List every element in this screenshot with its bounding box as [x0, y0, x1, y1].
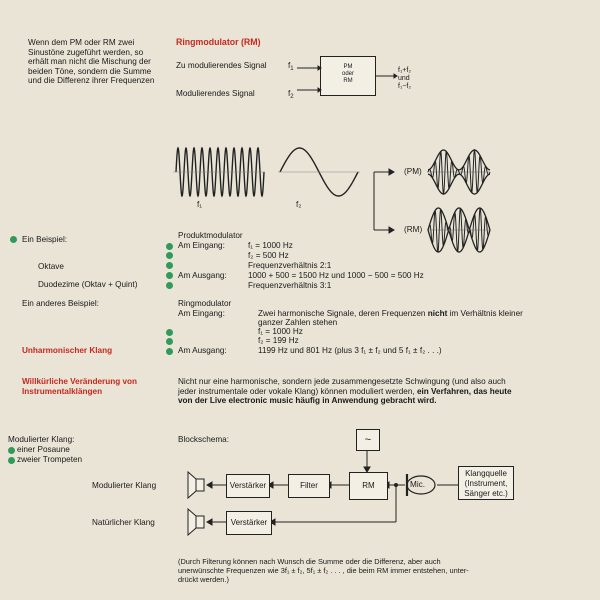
bullet-dot	[166, 262, 173, 269]
rm-box-line: oder	[341, 71, 354, 77]
willk-heading-line: Instrumentalklängen	[22, 386, 103, 396]
example1-ausgang: Am Ausgang:	[178, 271, 227, 280]
desc-text: Zwei harmonische Signale, deren Frequenzen	[258, 309, 428, 318]
rm-title: Ringmodulator (RM)	[176, 37, 261, 47]
willk-bold: ein Verfahren, das heute	[416, 386, 512, 396]
example1-label: Ein Beispiel:	[22, 235, 68, 244]
klangquelle-line: (Instrument,	[464, 479, 508, 488]
intro-line: erhält man nicht die Mischung der	[28, 57, 151, 67]
verstaerker-box-bottom	[226, 511, 272, 535]
unharm-klang-heading: Unharmonischer Klang	[22, 346, 113, 355]
desc-text: im Verhältnis kleiner	[447, 309, 523, 318]
willk-line: von der Live electronic music häufig in Anwendung gebracht wird.	[178, 396, 437, 406]
example1-ratio1: Frequenzverhältnis 2:1	[248, 261, 332, 270]
intro-line: Sinustöne zugeführt werden, so	[28, 47, 144, 57]
speaker-icon	[188, 509, 204, 535]
mod-klang-item: einer Posaune	[17, 445, 70, 454]
rm-output-label: (RM)	[404, 225, 423, 234]
filter-label: Filter	[300, 481, 318, 490]
pm-output-label: (PM)	[404, 167, 422, 176]
verstaerker-label: Verstärker	[230, 518, 268, 527]
duodezime-label: Duodezime (Oktav + Quint)	[38, 280, 138, 289]
bullet-dot	[166, 252, 173, 259]
example2-title: Ringmodulator	[178, 299, 232, 308]
example1-eingang: Am Eingang:	[178, 241, 225, 250]
rm-box-line: PM	[343, 64, 353, 70]
verstaerker-box-top	[226, 474, 270, 498]
bullet-dot	[166, 272, 173, 279]
example1-f2: f₂ = 500 Hz	[248, 251, 289, 260]
rm-label: RM	[362, 481, 375, 490]
willk-text	[178, 377, 588, 406]
mod-klang-title: Modulierter Klang:	[8, 435, 75, 444]
freq-subscript: 2	[290, 94, 294, 100]
bullet-dot	[8, 447, 15, 454]
klangquelle-line: Sänger etc.)	[464, 489, 508, 498]
bullet-dot	[166, 282, 173, 289]
example1-output: 1000 + 500 = 1500 Hz und 1000 − 500 = 500 Hz	[248, 271, 424, 280]
example1-ratio2: Frequenzverhältnis 3:1	[248, 281, 332, 290]
oktave-label: Oktave	[38, 262, 64, 271]
rm-out-diff: f₁−f₂	[398, 83, 412, 90]
rm-input1-label: Zu modulierendes Signal	[176, 61, 267, 70]
willk-plain: jeder instrumentale oder vokale Klang) können moduliert werden,	[178, 386, 417, 396]
example2-f2: f₂ = 199 Hz	[258, 336, 299, 345]
intro-line: beiden Töne, sondern die Summe	[28, 66, 152, 76]
wave-f2-label: f₂	[296, 200, 302, 209]
wave-f1-label: f₁	[197, 200, 203, 209]
bullet-dot	[166, 329, 173, 336]
intro-line: Wenn dem PM oder RM zwei	[28, 38, 135, 47]
example1-title: Produktmodulator	[178, 231, 243, 240]
klangquelle-line: Klangquelle	[465, 469, 507, 478]
example2-label: Ein anderes Beispiel:	[22, 299, 99, 308]
rm-box	[349, 472, 388, 500]
bullet-dot	[166, 243, 173, 250]
filter-box	[288, 474, 330, 498]
bullet-dot	[166, 338, 173, 345]
willk-line	[178, 387, 588, 397]
willk-heading-line: Willkürliche Veränderung von	[22, 377, 138, 386]
bullet-dot	[10, 236, 17, 243]
willk-line: Nicht nur eine harmonische, sondern jede zusammengesetzte Schwingung (und also auch	[178, 377, 506, 386]
verstaerker-label: Verstärker	[229, 481, 267, 490]
rm-out-und: und	[398, 75, 410, 82]
example2-output: 1199 Hz und 801 Hz (plus 3 f₁ ± f₂ und 5 f₁ ± f₂ . . .)	[258, 346, 442, 355]
example2-desc2: ganzer Zahlen stehen	[258, 318, 338, 327]
footnote	[178, 557, 588, 584]
bullet-dot	[8, 457, 15, 464]
oscillator-box	[356, 429, 380, 451]
example2-ausgang: Am Ausgang:	[178, 346, 227, 355]
rm-box-line: RM	[343, 78, 353, 84]
example2-eingang: Am Eingang:	[178, 309, 225, 318]
example2-f1: f₁ = 1000 Hz	[258, 327, 303, 336]
footnote-line: unerwünschte Frequenzen wie 3f₁ ± f₂, 5f₁ ± f₂ . . . , die beim RM immer entstehen, unter-	[178, 566, 469, 575]
rm-input2-label: Modulierendes Signal	[176, 89, 255, 98]
freq-subscript: 1	[290, 66, 294, 72]
modulierter-klang-label: Modulierter Klang	[92, 481, 157, 490]
bullet-dot	[166, 348, 173, 355]
footnote-line: (Durch Filterung können nach Wunsch die Summe oder die Differenz, aber auch	[178, 557, 441, 566]
klangquelle-box	[458, 466, 514, 500]
mic-label: Mic.	[410, 480, 426, 489]
footnote-line: drückt werden.)	[178, 575, 229, 584]
rm-out-sum: f₁+f₂	[398, 67, 412, 74]
willk-heading	[22, 377, 137, 396]
desc-bold: nicht	[427, 309, 448, 318]
mod-klang-item: zweier Trompeten	[17, 455, 83, 464]
sine-icon: ~	[364, 434, 372, 446]
speaker-icon	[188, 472, 204, 498]
freq-symbol: f	[288, 61, 291, 70]
intro-line: und die Differenz ihrer Frequenzen	[28, 76, 155, 86]
freq-symbol: f	[288, 89, 291, 98]
blockschema-label: Blockschema:	[178, 435, 229, 444]
example1-f1: f₁ = 1000 Hz	[248, 241, 293, 250]
natuerlicher-klang-label: Natürlicher Klang	[92, 518, 155, 527]
